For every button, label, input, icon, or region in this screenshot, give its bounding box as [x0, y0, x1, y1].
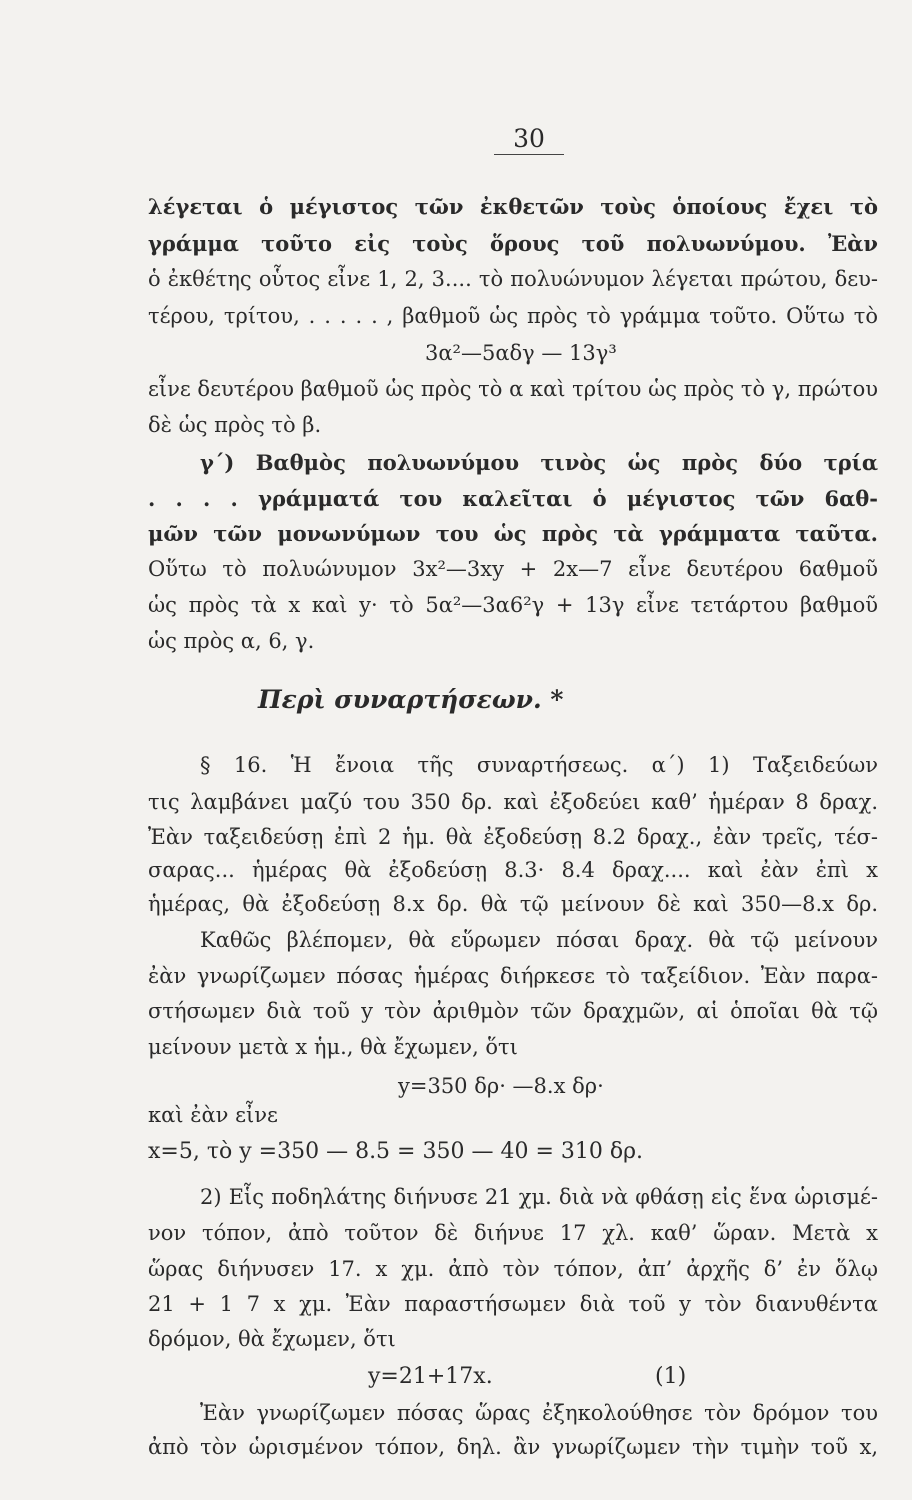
formula: 3α²—5αδγ — 13γ³: [425, 341, 617, 365]
text-line: μείνουν μετὰ x ἡμ., θὰ ἔχωμεν, ὅτι: [148, 1035, 518, 1059]
text-line: ἐὰν γνωρίζωμεν πόσας ἡμέρας διήρκεσε τὸ ταξείδιον. Ἐὰν παρα-: [148, 964, 878, 988]
text-line: Ἐὰν γνωρίζωμεν πόσας ὥρας ἐξηκολούθησε τὸν δρόμον του: [200, 1401, 878, 1425]
text-line: 21 + 1 7 x χμ. Ἐὰν παραστήσωμεν διὰ τοῦ y τὸν διανυθέντα: [148, 1292, 878, 1316]
page-number: 30: [494, 124, 564, 155]
text-line: στήσωμεν διὰ τοῦ y τὸν ἀριθμὸν τῶν δραχμῶν, αἱ ὁποῖαι θὰ τῷ: [148, 999, 878, 1023]
text-line: καὶ ἐὰν εἶνε: [148, 1103, 278, 1127]
section-16-title: § 16. Ἡ ἔνοια τῆς συναρτήσεως. α΄) 1) Ταξειδεύων: [200, 753, 878, 777]
text-line: δὲ ὡς πρὸς τὸ β.: [148, 413, 322, 437]
text-line: 2) Εἷς ποδηλάτης διήνυσε 21 χμ. διὰ νὰ φθάσῃ εἰς ἕνα ὡρισμέ-: [200, 1185, 878, 1209]
equation: y=350 δρ· —8.x δρ·: [398, 1074, 604, 1098]
equation-number: (1): [655, 1364, 687, 1389]
text-line: ὡς πρὸς τὰ x καὶ y· τὸ 5α²—3α6²γ + 13γ εἶνε τετάρτου βαθμοῦ: [148, 593, 878, 617]
text-line: Καθῶς βλέπομεν, θὰ εὕρωμεν πόσαι δραχ. θὰ τῷ μείνουν: [200, 928, 878, 952]
text-line: ὥρας διήνυσεν 17. x χμ. ἀπὸ τὸν τόπον, ἀπ’ ἀρχῆς δ’ ἐν ὅλῳ: [148, 1257, 878, 1281]
text-line: Οὕτω τὸ πολυώνυμον 3x²—3xy + 2x—7 εἶνε δευτέρου 6αθμοῦ: [148, 557, 878, 581]
text-line: ὁ ἐκθέτης οὗτος εἶνε 1, 2, 3.... τὸ πολυώνυμον λέγεται πρώτου, δευ-: [148, 267, 878, 291]
equation: y=21+17x.: [368, 1364, 493, 1389]
equation: x=5, τὸ y =350 — 8.5 = 350 — 40 = 310 δρ.: [148, 1139, 644, 1164]
text-line: τέρου, τρίτου, . . . . . , βαθμοῦ ὡς πρὸς τὸ γράμμα τοῦτο. Οὕτω τὸ: [148, 304, 878, 328]
text-line: εἶνε δευτέρου βαθμοῦ ὡς πρὸς τὸ α καὶ τρίτου ὡς πρὸς τὸ γ, πρώτου: [148, 377, 878, 401]
section-heading: Περὶ συναρτήσεων. *: [258, 685, 564, 714]
text-line: λέγεται ὁ μέγιστος τῶν ἐκθετῶν τοὺς ὁποίους ἔχει τὸ: [148, 194, 878, 219]
text-line: ἀπὸ τὸν ὡρισμένον τόπον, δηλ. ἂν γνωρίζωμεν τὴν τιμὴν τοῦ x,: [148, 1435, 878, 1459]
text-line: . . . . γράμματά του καλεῖται ὁ μέγιστος τῶν 6αθ-: [148, 486, 878, 511]
text-line: Ἐὰν ταξειδεύσῃ ἐπὶ 2 ἡμ. θὰ ἐξοδεύσῃ 8.2 δραχ., ἐὰν τρεῖς, τέσ-: [148, 825, 878, 849]
text-line: ὡς πρὸς α, 6, γ.: [148, 629, 315, 653]
text-line: σαρας... ἡμέρας θὰ ἐξοδεύσῃ 8.3· 8.4 δραχ.... καὶ ἐὰν ἐπὶ x: [148, 858, 878, 882]
text-line: μῶν τῶν μονωνύμων του ὡς πρὸς τὰ γράμματα ταῦτα.: [148, 521, 878, 546]
text-line: γράμμα τοῦτο εἰς τοὺς ὅρους τοῦ πολυωνύμου. Ἐὰν: [148, 231, 878, 256]
text-line: νον τόπον, ἀπὸ τοῦτον δὲ διήνυε 17 χλ. καθ’ ὥραν. Μετὰ x: [148, 1221, 878, 1245]
text-line: ἡμέρας, θὰ ἐξοδεύσῃ 8.x δρ. θὰ τῷ μείνουν δὲ καὶ 350—8.x δρ.: [148, 892, 878, 916]
text-line: δρόμον, θὰ ἔχωμεν, ὅτι: [148, 1327, 396, 1351]
section-gamma-title: γ΄) Βαθμὸς πολυωνύμου τινὸς ὡς πρὸς δύο τρία: [200, 450, 878, 475]
text-line: τις λαμβάνει μαζύ του 350 δρ. καὶ ἐξοδεύει καθ’ ἡμέραν 8 δραχ.: [148, 790, 878, 814]
